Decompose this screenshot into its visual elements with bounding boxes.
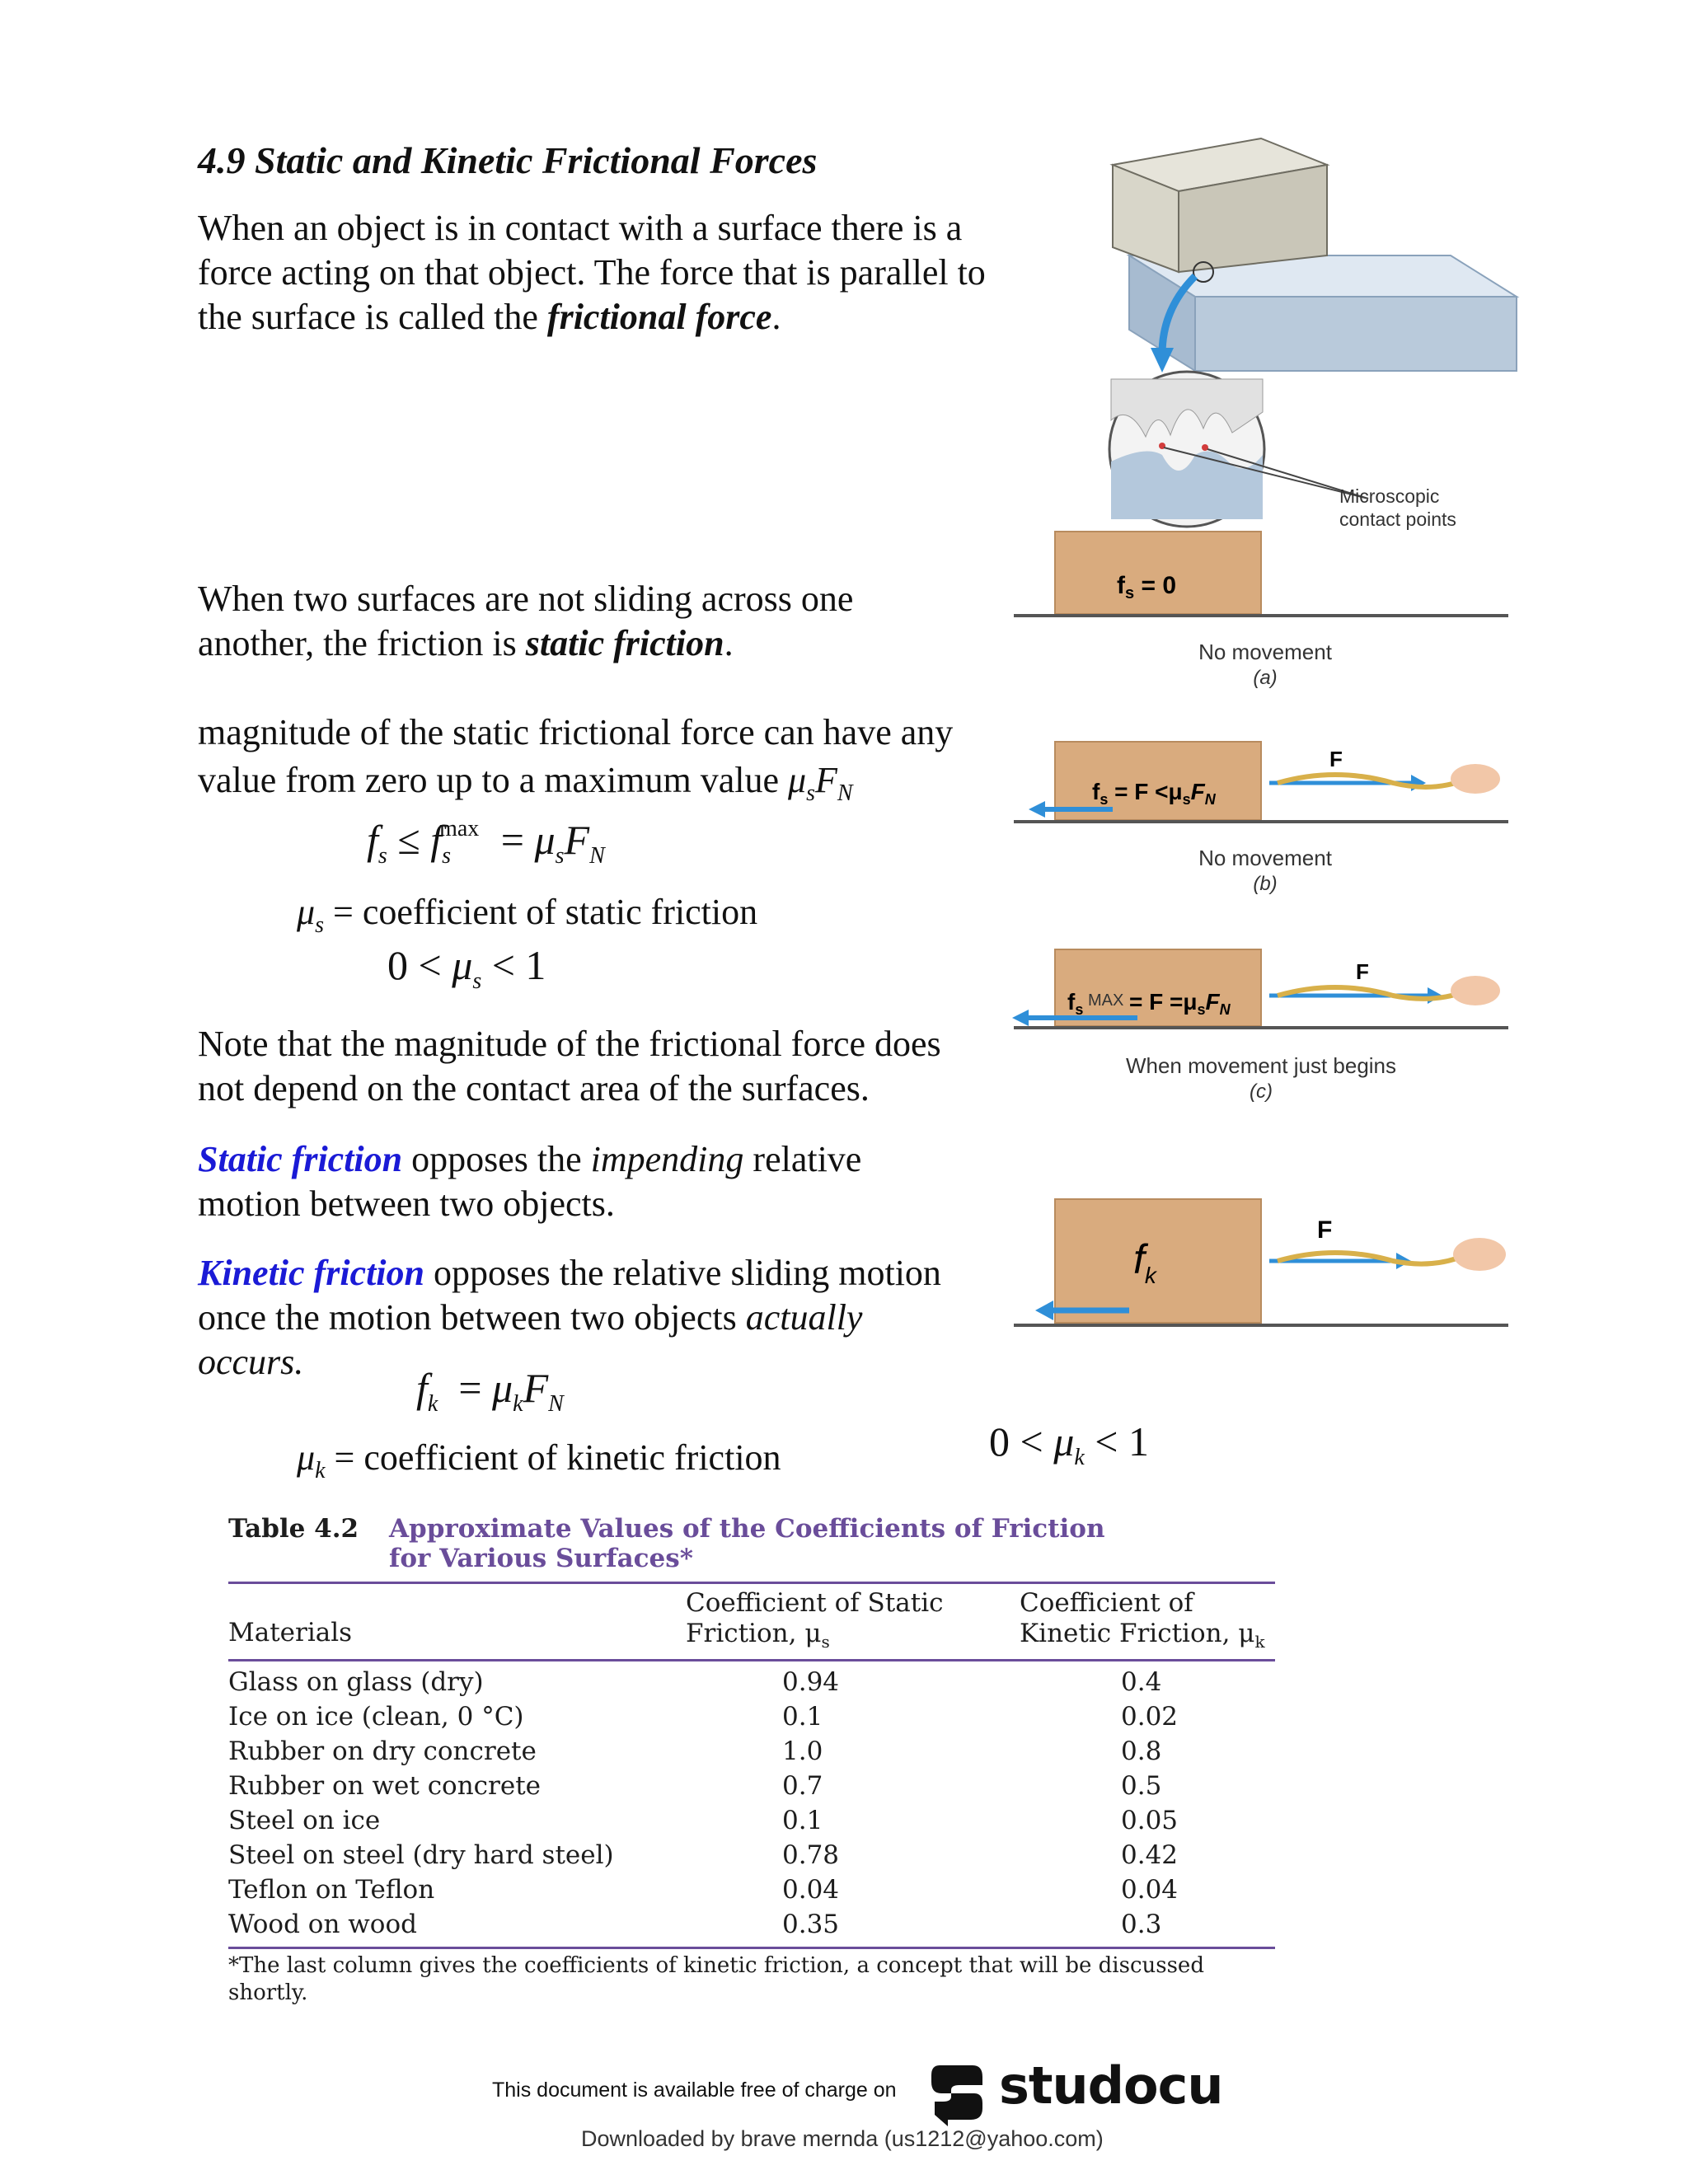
fs-max-equals: = $F =\mu_sF_N$ (1129, 989, 1231, 1018)
kinetic-text-1: opposes the relative sliding motion (424, 1253, 941, 1293)
caption-a: No movement (1198, 640, 1332, 664)
static-friction-term: static friction (525, 623, 724, 663)
frictional-force-term: frictional force (546, 297, 772, 337)
col-header-materials: Materials (228, 1618, 353, 1647)
hand-kinetic (1453, 1238, 1506, 1271)
max-value-expression: $\mu_sF_N$ (788, 760, 853, 806)
rope-b (1278, 775, 1467, 787)
static-intro-text: another, the friction is (198, 623, 526, 663)
kinetic-friction-line-1 (198, 1251, 1063, 1296)
cell-material: Steel on ice (228, 1806, 381, 1835)
hand-c (1451, 976, 1500, 1005)
mus-symbol: $\mu_s$ (297, 892, 324, 938)
static-intro-line-1: When two surfaces are not sliding across one (198, 579, 854, 619)
col-header-static-sub: s (821, 1632, 830, 1652)
mus-definition-text: = coefficient of static friction (333, 892, 758, 932)
table-caption-line-1: Approximate Values of the Coefficients of Friction (389, 1514, 1105, 1544)
col-header-kinetic-line-1: Coefficient of (1020, 1588, 1193, 1618)
footer-downloaded-by: Downloaded by brave mernda (us1212@yahoo.com) (581, 2126, 1104, 2151)
cell-material: Glass on glass (dry) (228, 1667, 484, 1697)
static-intro-end: . (724, 623, 734, 663)
hand-b (1451, 764, 1500, 794)
figure-c-movement-begins (1006, 940, 1517, 1113)
cell-kinetic: 0.42 (1121, 1840, 1179, 1870)
max-label: MAX (1088, 991, 1124, 1010)
fs-less-label: $f_s = F <\mu_sF_N$ (1092, 779, 1216, 808)
figure-a-no-movement (1006, 527, 1517, 701)
kinetic-friction-label: Kinetic friction (198, 1253, 424, 1293)
force-label-c: F (1356, 959, 1369, 984)
force-label-kinetic: F (1317, 1216, 1333, 1244)
cell-kinetic: 0.5 (1121, 1771, 1162, 1801)
table-footnote-line-1: *The last column gives the coefficients of kinetic friction, a concept that will be discussed (228, 1953, 1204, 1978)
force-label-b: F (1329, 747, 1343, 771)
static-text-c: relative (743, 1139, 862, 1179)
cell-kinetic: 0.4 (1121, 1667, 1162, 1697)
cell-kinetic: 0.02 (1121, 1702, 1179, 1732)
cell-material: Steel on steel (dry hard steel) (228, 1840, 614, 1870)
bottom-slab-front (1195, 297, 1517, 371)
cell-static: 0.94 (782, 1667, 840, 1697)
intro-paragraph (198, 206, 1063, 340)
col-header-kinetic (1020, 1588, 1265, 1657)
zoom-arrow-head (1151, 348, 1174, 373)
caption-b: No movement (1198, 846, 1332, 870)
muk-definition-text: = coefficient of kinetic friction (334, 1437, 781, 1478)
static-intro-line-2 (198, 621, 1063, 666)
col-header-kinetic-sub: k (1254, 1632, 1265, 1652)
studocu-brand[interactable]: studocu (999, 2055, 1223, 2116)
table-bottom-rule (228, 1947, 1275, 1949)
muk-symbol: $\mu_k$ (297, 1437, 326, 1483)
kinetic-friction-line-3 (198, 1340, 1063, 1385)
mus-range: $0 < \mu_s < 1$ (387, 942, 546, 994)
cell-material: Teflon on Teflon (228, 1875, 435, 1905)
kinetic-text-2a: once the motion between two objects (198, 1297, 746, 1338)
magnitude-paragraph (198, 709, 1063, 818)
cell-kinetic: 0.3 (1121, 1910, 1162, 1939)
occurs-term: occurs. (198, 1342, 304, 1382)
friction-arrow-c-head (1012, 1010, 1029, 1026)
table-top-rule (228, 1582, 1275, 1584)
magnitude-line-2-text: value from zero up to a maximum value (198, 760, 788, 800)
cell-material: Ice on ice (clean, 0 °C) (228, 1702, 524, 1732)
magnitude-line-1: magnitude of the static frictional force can have any (198, 712, 954, 752)
static-text-a: opposes the (402, 1139, 591, 1179)
table-footnote-line-2: shortly. (228, 1980, 308, 2005)
col-header-static (686, 1588, 943, 1657)
static-friction-paragraph (198, 1137, 1063, 1226)
cell-kinetic: 0.04 (1121, 1875, 1179, 1905)
static-friction-line-1 (198, 1137, 1063, 1182)
col-header-static-text: Friction, μ (686, 1619, 822, 1648)
kinetic-friction-paragraph (198, 1251, 1063, 1385)
cell-static: 0.7 (782, 1771, 823, 1801)
microscopic-contact-figure (1071, 132, 1533, 544)
col-header-kinetic-line-2 (1020, 1619, 1265, 1657)
footer-availability-text: This document is available free of charge on (492, 2079, 897, 2102)
studocu-logo-icon[interactable] (923, 2057, 992, 2126)
static-intro-paragraph (198, 577, 1063, 666)
fs-max-expression: $f_s$ (1067, 989, 1084, 1018)
intro-line-3 (198, 295, 1063, 340)
muk-range: $0 < \mu_k < 1$ (989, 1418, 1149, 1470)
cell-material: Rubber on dry concrete (228, 1736, 537, 1766)
micro-label-line-1: Microscopic (1339, 485, 1440, 507)
mus-definition (297, 890, 757, 948)
cell-kinetic: 0.05 (1121, 1806, 1179, 1835)
cell-material: Wood on wood (228, 1910, 417, 1939)
note-paragraph (198, 1022, 1063, 1111)
magnitude-line-2 (198, 757, 1063, 818)
table-caption-line-2: for Various Surfaces* (389, 1544, 693, 1573)
letter-c: (c) (1250, 1080, 1273, 1103)
letter-a: (a) (1253, 667, 1278, 689)
block-kinetic (1055, 1199, 1261, 1323)
kinetic-friction-arrow-head (1035, 1301, 1053, 1320)
col-header-kinetic-text: Kinetic Friction, μ (1020, 1619, 1255, 1648)
friction-table (228, 1504, 1283, 2015)
fk-label: $f_k$ (1133, 1236, 1156, 1288)
table-footnote (228, 1952, 1204, 2007)
cell-static: 0.35 (782, 1910, 840, 1939)
cell-static: 0.04 (782, 1875, 840, 1905)
cell-static: 1.0 (782, 1736, 823, 1766)
static-friction-line-2: motion between two objects. (198, 1183, 615, 1224)
cell-material: Rubber on wet concrete (228, 1771, 542, 1801)
static-inequality-equation: $f_s \le f_s^{max} = \mu_sF_N$ (367, 816, 605, 869)
figure-b-no-movement (1006, 733, 1517, 907)
fs-zero-label: $f_s = 0$ (1117, 572, 1176, 602)
figure-kinetic-friction (1006, 1187, 1517, 1352)
kinetic-equation: $f_k = \mu_kF_N$ (416, 1365, 564, 1417)
table-caption (389, 1514, 1104, 1573)
caption-c: When movement just begins (1125, 1053, 1397, 1078)
static-friction-label: Static friction (198, 1139, 403, 1179)
actually-term: actually (745, 1297, 863, 1338)
col-header-static-line-1: Coefficient of Static (686, 1588, 944, 1618)
note-line-1: Note that the magnitude of the frictional force does (198, 1024, 941, 1064)
muk-definition (297, 1436, 781, 1493)
table-header-rule (228, 1659, 1275, 1661)
cell-kinetic: 0.8 (1121, 1736, 1162, 1766)
cell-static: 0.1 (782, 1806, 823, 1835)
col-header-static-line-2 (686, 1619, 943, 1657)
intro-line-2: force acting on that object. The force that is parallel to (198, 252, 986, 293)
friction-arrow-b-head (1029, 801, 1045, 818)
intro-line-3-end: . (771, 297, 781, 337)
cell-static: 0.1 (782, 1702, 823, 1732)
section-heading: 4.9 Static and Kinetic Frictional Forces (198, 139, 818, 181)
table-title: Table 4.2 (228, 1514, 359, 1544)
kinetic-friction-line-2 (198, 1296, 1063, 1340)
micro-label-line-2: contact points (1339, 509, 1456, 530)
impending-term: impending (590, 1139, 744, 1179)
studocu-logo-shape (931, 2065, 982, 2126)
letter-b: (b) (1253, 873, 1278, 895)
intro-line-3-text: the surface is called the (198, 297, 547, 337)
note-line-2: not depend on the contact area of the surfaces. (198, 1068, 870, 1108)
cell-static: 0.78 (782, 1840, 840, 1870)
intro-line-1: When an object is in contact with a surface there is a (198, 208, 963, 248)
